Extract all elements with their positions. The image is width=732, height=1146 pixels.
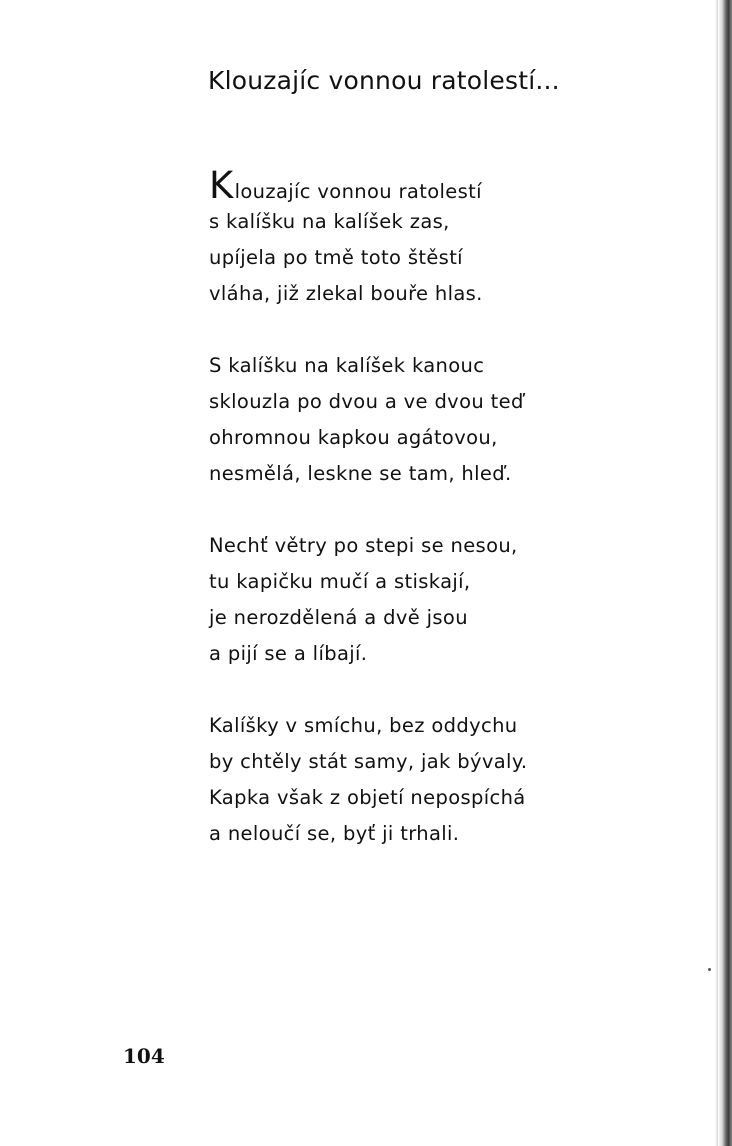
poem-line: upíjela po tmě toto štěstí	[209, 246, 463, 269]
page-number: 104	[123, 1044, 165, 1068]
poem-line: by chtěly stát samy, jak bývaly.	[209, 750, 528, 773]
poem-line: nesmělá, leskne se tam, hleď.	[209, 462, 512, 485]
poem-line	[209, 164, 669, 207]
poem-line: Nechť větry po stepi se nesou,	[209, 534, 518, 557]
poem-title: Klouzajíc vonnou ratolestí...	[208, 66, 560, 95]
stanza-4	[209, 708, 669, 852]
stanza-3	[209, 528, 669, 672]
first-line-rest: louzajíc vonnou ratolestí	[234, 180, 482, 203]
page-edge	[718, 0, 732, 1146]
poem-line: ohromnou kapkou agátovou,	[209, 426, 498, 449]
poem-body	[209, 164, 669, 888]
poem-line: je nerozdělená a dvě jsou	[209, 606, 468, 629]
poem-line: sklouzla po dvou a ve dvou teď	[209, 390, 524, 413]
poem-line: S kalíšku na kalíšek kanouc	[209, 354, 485, 377]
poem-line: a pijí se a líbají.	[209, 642, 368, 665]
poem-line: s kalíšku na kalíšek zas,	[209, 210, 450, 233]
stanza-1	[209, 164, 669, 312]
dropcap: K	[209, 164, 234, 207]
poem-line: a neloučí se, byť ji trhali.	[209, 822, 460, 845]
scan-speck	[708, 968, 711, 971]
poem-line: vláha, již zlekal bouře hlas.	[209, 282, 483, 305]
stanza-2	[209, 348, 669, 492]
poem-line: Kapka však z objetí nepospíchá	[209, 786, 526, 809]
poem-line: tu kapičku mučí a stiskají,	[209, 570, 471, 593]
poem-line: Kalíšky v smíchu, bez oddychu	[209, 714, 518, 737]
